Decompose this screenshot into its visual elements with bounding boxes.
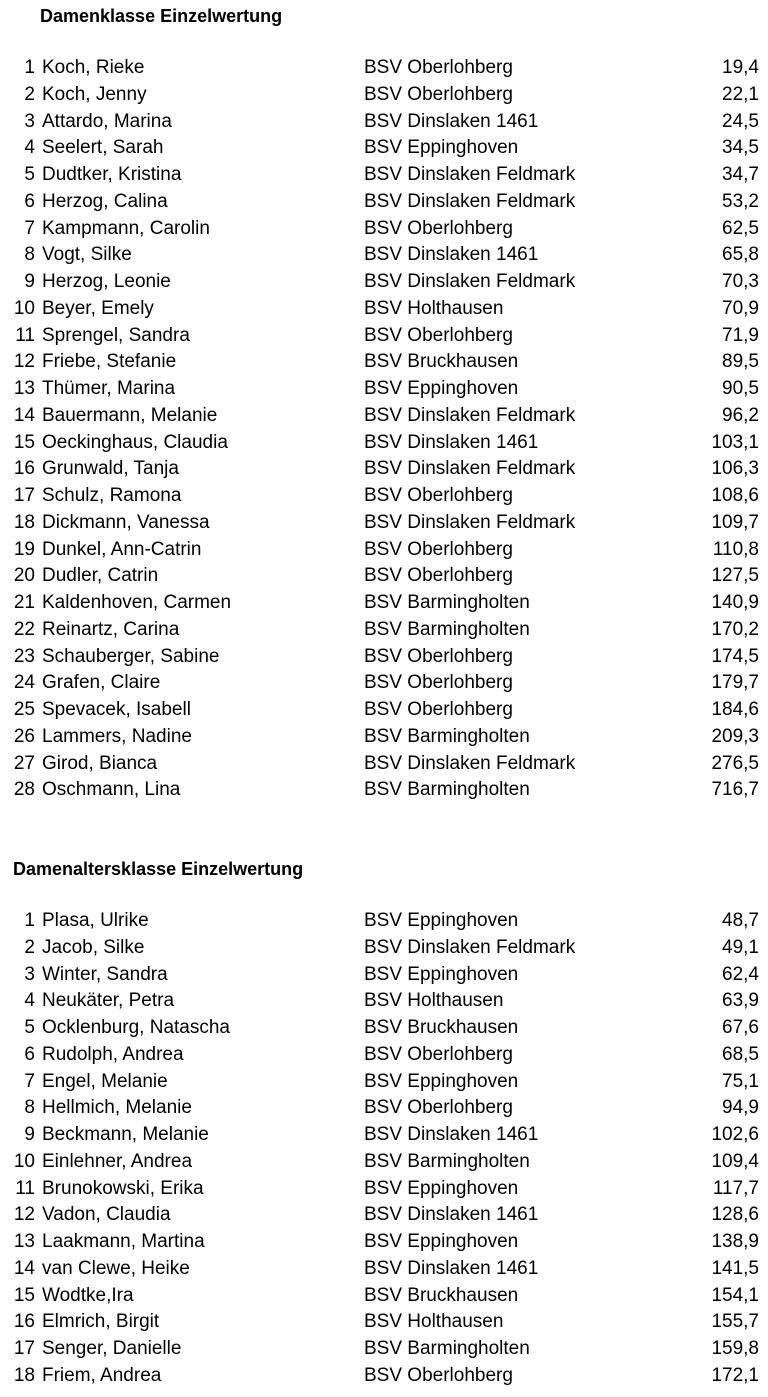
rank-cell: 1 <box>24 910 35 931</box>
rank-cell: 16 <box>13 1311 35 1333</box>
score-cell: 22,1 <box>722 83 759 105</box>
rank-cell: 5 <box>24 1017 35 1038</box>
result-row <box>0 590 768 617</box>
rank-cell: 15 <box>13 1284 35 1306</box>
club-cell: BSV Dinslaken 1461 <box>364 1124 539 1145</box>
rank-cell: 25 <box>13 699 35 720</box>
club-cell: BSV Bruckhausen <box>364 1284 519 1306</box>
results-list-damenaltersklasse <box>0 908 768 1390</box>
club-cell: BSV Oberlohberg <box>364 1043 513 1065</box>
name-cell: Girod, Bianca <box>42 752 158 774</box>
result-row <box>0 82 768 109</box>
club-cell: BSV Oberlohberg <box>364 699 513 720</box>
rank-cell: 6 <box>24 190 35 212</box>
score-cell: 174,5 <box>711 645 759 667</box>
score-cell: 106,3 <box>711 458 759 480</box>
score-cell: 140,9 <box>711 592 759 613</box>
name-cell: Hellmich, Melanie <box>42 1097 192 1119</box>
name-cell: Oeckinghaus, Claudia <box>42 431 228 453</box>
result-row <box>0 1149 768 1176</box>
rank-cell: 21 <box>13 592 35 613</box>
rank-cell: 9 <box>24 271 35 292</box>
rank-cell: 2 <box>24 936 35 958</box>
rank-cell: 17 <box>13 485 35 506</box>
result-row <box>0 349 768 376</box>
rank-cell: 15 <box>13 431 35 453</box>
rank-cell: 27 <box>13 752 35 774</box>
result-row <box>0 644 768 671</box>
score-cell: 103,1 <box>711 431 759 453</box>
rank-cell: 23 <box>13 645 35 667</box>
name-cell: Grafen, Claire <box>42 672 161 694</box>
score-cell: 209,3 <box>711 725 759 747</box>
score-cell: 65,8 <box>722 244 759 266</box>
result-row <box>0 697 768 724</box>
rank-cell: 1 <box>24 57 35 78</box>
name-cell: Senger, Danielle <box>42 1338 182 1359</box>
rank-cell: 7 <box>24 217 35 239</box>
score-cell: 63,9 <box>722 990 759 1012</box>
result-row <box>0 269 768 296</box>
result-row <box>0 1015 768 1042</box>
rank-cell: 28 <box>13 779 35 801</box>
club-cell: BSV Barmingholten <box>364 1150 530 1172</box>
result-row <box>0 135 768 162</box>
score-cell: 71,9 <box>722 324 759 346</box>
name-cell: Sprengel, Sandra <box>42 324 190 346</box>
result-row <box>0 1069 768 1096</box>
score-cell: 90,5 <box>722 378 759 399</box>
score-cell: 89,5 <box>722 351 759 373</box>
result-row <box>0 563 768 590</box>
results-list-damenklasse <box>0 55 768 804</box>
name-cell: Kampmann, Carolin <box>42 217 210 239</box>
name-cell: Friem, Andrea <box>42 1364 162 1386</box>
score-cell: 141,5 <box>711 1257 759 1279</box>
result-row <box>0 777 768 804</box>
name-cell: Oschmann, Lina <box>42 779 181 801</box>
name-cell: Schauberger, Sabine <box>42 645 220 667</box>
rank-cell: 8 <box>24 1097 35 1119</box>
club-cell: BSV Dinslaken Feldmark <box>364 164 576 185</box>
club-cell: BSV Dinslaken 1461 <box>364 110 539 132</box>
club-cell: BSV Dinslaken 1461 <box>364 1204 539 1226</box>
rank-cell: 6 <box>24 1043 35 1065</box>
result-row <box>0 376 768 403</box>
name-cell: Winter, Sandra <box>42 963 168 985</box>
rank-cell: 16 <box>13 458 35 480</box>
club-cell: BSV Dinslaken Feldmark <box>364 190 576 212</box>
name-cell: Koch, Rieke <box>42 57 145 78</box>
score-cell: 49,1 <box>722 936 759 958</box>
club-cell: BSV Dinslaken Feldmark <box>364 458 576 480</box>
result-row <box>0 510 768 537</box>
result-row <box>0 483 768 510</box>
name-cell: Beyer, Emely <box>42 297 154 319</box>
score-cell: 172,1 <box>711 1364 759 1386</box>
result-row <box>0 1202 768 1229</box>
name-cell: Kaldenhoven, Carmen <box>42 592 232 613</box>
score-cell: 19,4 <box>722 57 759 78</box>
name-cell: Dudler, Catrin <box>42 565 159 587</box>
club-cell: BSV Holthausen <box>364 1311 504 1333</box>
rank-cell: 4 <box>24 137 35 159</box>
rank-cell: 18 <box>13 511 35 533</box>
score-cell: 48,7 <box>722 910 759 931</box>
score-cell: 154,1 <box>711 1284 759 1306</box>
result-row <box>0 242 768 269</box>
club-cell: BSV Dinslaken 1461 <box>364 244 539 266</box>
club-cell: BSV Barmingholten <box>364 779 530 801</box>
score-cell: 96,2 <box>722 404 759 426</box>
score-cell: 53,2 <box>722 190 759 212</box>
result-row <box>0 403 768 430</box>
result-row <box>0 962 768 989</box>
score-cell: 109,7 <box>711 511 759 533</box>
result-row <box>0 670 768 697</box>
result-row <box>0 456 768 483</box>
name-cell: Spevacek, Isabell <box>42 699 191 720</box>
name-cell: Neukäter, Petra <box>42 990 175 1012</box>
result-row <box>0 216 768 243</box>
score-cell: 117,7 <box>712 1177 759 1199</box>
score-cell: 67,6 <box>722 1017 759 1038</box>
name-cell: Herzog, Calina <box>42 190 168 212</box>
score-cell: 70,3 <box>722 271 759 292</box>
name-cell: Bauermann, Melanie <box>42 404 218 426</box>
club-cell: BSV Oberlohberg <box>364 565 513 587</box>
score-cell: 155,7 <box>711 1311 759 1333</box>
club-cell: BSV Dinslaken Feldmark <box>364 271 576 292</box>
score-cell: 184,6 <box>711 699 759 720</box>
club-cell: BSV Oberlohberg <box>364 1364 513 1386</box>
name-cell: Herzog, Leonie <box>42 271 171 292</box>
result-row <box>0 1256 768 1283</box>
score-cell: 170,2 <box>711 618 759 640</box>
club-cell: BSV Bruckhausen <box>364 351 519 373</box>
rank-cell: 26 <box>13 725 35 747</box>
result-row <box>0 1176 768 1203</box>
result-row <box>0 537 768 564</box>
rank-cell: 11 <box>15 324 35 346</box>
result-row <box>0 1042 768 1069</box>
rank-cell: 2 <box>24 83 35 105</box>
club-cell: BSV Oberlohberg <box>364 57 513 78</box>
name-cell: Jacob, Silke <box>42 936 145 958</box>
rank-cell: 14 <box>13 1257 35 1279</box>
name-cell: Wodtke,Ira <box>42 1284 134 1306</box>
result-row <box>0 724 768 751</box>
result-row <box>0 1229 768 1256</box>
club-cell: BSV Oberlohberg <box>364 1097 513 1119</box>
result-row <box>0 1363 768 1390</box>
result-row <box>0 988 768 1015</box>
club-cell: BSV Eppinghoven <box>364 1177 519 1199</box>
rank-cell: 7 <box>24 1070 35 1092</box>
name-cell: Schulz, Ramona <box>42 485 182 506</box>
rank-cell: 12 <box>13 351 35 373</box>
rank-cell: 22 <box>13 618 35 640</box>
rank-cell: 9 <box>24 1124 35 1145</box>
result-row <box>0 55 768 82</box>
club-cell: BSV Oberlohberg <box>364 538 513 560</box>
rank-cell: 12 <box>13 1204 35 1226</box>
rank-cell: 4 <box>24 990 35 1012</box>
score-cell: 127,5 <box>711 565 759 587</box>
score-cell: 108,6 <box>711 485 759 506</box>
club-cell: BSV Barmingholten <box>364 1338 530 1359</box>
result-row <box>0 1309 768 1336</box>
score-cell: 128,6 <box>711 1204 759 1226</box>
name-cell: Vogt, Silke <box>42 244 132 266</box>
name-cell: Dudtker, Kristina <box>42 164 182 185</box>
name-cell: Lammers, Nadine <box>42 725 192 747</box>
result-row <box>0 109 768 136</box>
score-cell: 75,1 <box>722 1070 759 1092</box>
result-row <box>0 1336 768 1363</box>
score-cell: 159,8 <box>711 1338 759 1359</box>
score-cell: 94,9 <box>722 1097 759 1119</box>
rank-cell: 13 <box>13 378 35 399</box>
rank-cell: 14 <box>13 404 35 426</box>
name-cell: Einlehner, Andrea <box>42 1150 193 1172</box>
name-cell: Beckmann, Melanie <box>42 1124 209 1145</box>
score-cell: 109,4 <box>711 1150 759 1172</box>
name-cell: Thümer, Marina <box>42 378 176 399</box>
result-row <box>0 1283 768 1310</box>
score-cell: 34,7 <box>722 164 759 185</box>
name-cell: Attardo, Marina <box>42 110 172 132</box>
name-cell: Ocklenburg, Natascha <box>42 1017 230 1038</box>
name-cell: Friebe, Stefanie <box>42 351 177 373</box>
name-cell: Reinartz, Carina <box>42 618 180 640</box>
name-cell: Engel, Melanie <box>42 1070 168 1092</box>
score-cell: 110,8 <box>712 538 759 560</box>
result-row <box>0 430 768 457</box>
club-cell: BSV Bruckhausen <box>364 1017 519 1038</box>
club-cell: BSV Dinslaken 1461 <box>364 431 539 453</box>
club-cell: BSV Dinslaken 1461 <box>364 1257 539 1279</box>
club-cell: BSV Barmingholten <box>364 725 530 747</box>
rank-cell: 11 <box>15 1177 35 1199</box>
score-cell: 179,7 <box>711 672 759 694</box>
club-cell: BSV Oberlohberg <box>364 645 513 667</box>
score-cell: 102,6 <box>711 1124 759 1145</box>
club-cell: BSV Barmingholten <box>364 618 530 640</box>
result-row <box>0 617 768 644</box>
club-cell: BSV Eppinghoven <box>364 963 519 985</box>
club-cell: BSV Eppinghoven <box>364 1070 519 1092</box>
score-cell: 716,7 <box>711 779 759 801</box>
name-cell: van Clewe, Heike <box>42 1257 190 1279</box>
club-cell: BSV Eppinghoven <box>364 1231 519 1252</box>
score-cell: 24,5 <box>722 110 759 132</box>
result-row <box>0 1122 768 1149</box>
name-cell: Seelert, Sarah <box>42 137 164 159</box>
name-cell: Elmrich, Birgit <box>42 1311 160 1333</box>
result-row <box>0 296 768 323</box>
club-cell: BSV Eppinghoven <box>364 378 519 399</box>
score-cell: 62,5 <box>722 217 759 239</box>
club-cell: BSV Holthausen <box>364 990 504 1012</box>
club-cell: BSV Eppinghoven <box>364 137 519 159</box>
score-cell: 138,9 <box>711 1231 759 1252</box>
name-cell: Dickmann, Vanessa <box>42 511 210 533</box>
name-cell: Plasa, Ulrike <box>42 910 149 931</box>
club-cell: BSV Barmingholten <box>364 592 530 613</box>
rank-cell: 5 <box>24 164 35 185</box>
club-cell: BSV Dinslaken Feldmark <box>364 752 576 774</box>
name-cell: Laakmann, Martina <box>42 1231 205 1252</box>
rank-cell: 3 <box>24 110 35 132</box>
rank-cell: 24 <box>13 672 35 694</box>
rank-cell: 10 <box>13 1150 35 1172</box>
rank-cell: 19 <box>13 538 35 560</box>
result-row <box>0 323 768 350</box>
score-cell: 70,9 <box>722 297 759 319</box>
result-row <box>0 189 768 216</box>
rank-cell: 10 <box>13 297 35 319</box>
rank-cell: 3 <box>24 963 35 985</box>
club-cell: BSV Eppinghoven <box>364 910 519 931</box>
club-cell: BSV Oberlohberg <box>364 485 513 506</box>
name-cell: Grunwald, Tanja <box>42 458 179 480</box>
club-cell: BSV Dinslaken Feldmark <box>364 936 576 958</box>
result-row <box>0 1095 768 1122</box>
name-cell: Rudolph, Andrea <box>42 1043 184 1065</box>
club-cell: BSV Dinslaken Feldmark <box>364 404 576 426</box>
score-cell: 68,5 <box>722 1043 759 1065</box>
club-cell: BSV Oberlohberg <box>364 217 513 239</box>
rank-cell: 8 <box>24 244 35 266</box>
section-title-damenaltersklasse: Damenaltersklasse Einzelwertung <box>13 859 304 879</box>
score-cell: 34,5 <box>722 137 759 159</box>
result-row <box>0 935 768 962</box>
section-title-damenklasse: Damenklasse Einzelwertung <box>40 6 283 26</box>
club-cell: BSV Dinslaken Feldmark <box>364 511 576 533</box>
club-cell: BSV Oberlohberg <box>364 672 513 694</box>
club-cell: BSV Oberlohberg <box>364 324 513 346</box>
result-row <box>0 908 768 935</box>
rank-cell: 17 <box>13 1338 35 1359</box>
name-cell: Brunokowski, Erika <box>42 1177 204 1199</box>
result-row <box>0 162 768 189</box>
club-cell: BSV Holthausen <box>364 297 504 319</box>
rank-cell: 18 <box>13 1364 35 1386</box>
name-cell: Vadon, Claudia <box>42 1204 171 1226</box>
rank-cell: 20 <box>13 565 35 587</box>
result-row <box>0 751 768 778</box>
score-cell: 276,5 <box>711 752 759 774</box>
club-cell: BSV Oberlohberg <box>364 83 513 105</box>
score-cell: 62,4 <box>722 963 759 985</box>
rank-cell: 13 <box>13 1231 35 1252</box>
name-cell: Koch, Jenny <box>42 83 147 105</box>
name-cell: Dunkel, Ann-Catrin <box>42 538 202 560</box>
